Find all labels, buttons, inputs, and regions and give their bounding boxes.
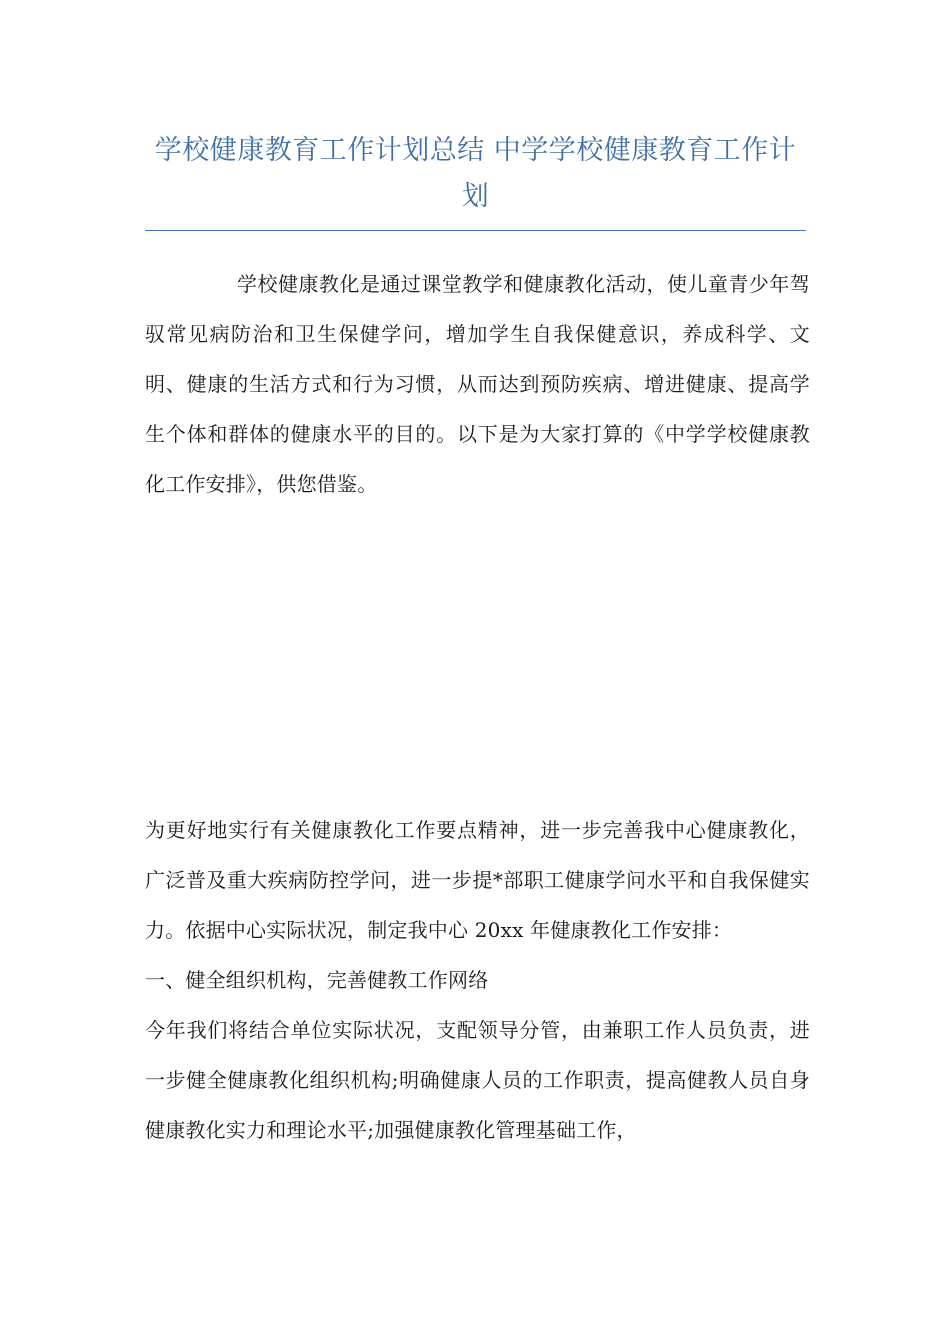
- title-block: [145, 128, 806, 220]
- title-divider: [145, 230, 806, 231]
- intro-paragraph: 学校健康教化是通过课堂教学和健康教化活动，使儿童青少年驾驭常见病防治和卫生保健学问，增加学生自我保健意识，养成科学、文明、健康的生活方式和行为习惯，从而达到预防疾病、增进健康、提高学生个体和群体的健康水平的目的。以下是为大家打算的《中学学校健康教化工作安排》，供您借鉴。: [145, 272, 810, 496]
- plan-paragraph-2: 今年我们将结合单位实际状况，支配领导分管，由兼职工作人员负责，进一步健全健康教化组织机构;明确健康人员的工作职责，提高健教人员自身健康教化实力和理论水平;加强健康教化管理基础工作，: [145, 1018, 810, 1142]
- plan-section: [145, 805, 810, 1155]
- section-heading-1: 一、健全组织机构，完善健教工作网络: [145, 968, 489, 992]
- document-title: 学校健康教育工作计划总结 中学学校健康教育工作计划: [154, 135, 797, 212]
- plan-paragraph-1: 为更好地实行有关健康教化工作要点精神，进一步完善我中心健康教化，广泛普及重大疾病防控学问，进一步提*部职工健康学问水平和自我保健实力。依据中心实际状况，制定我中心 20xx 年健康教化工作安排：: [145, 818, 810, 942]
